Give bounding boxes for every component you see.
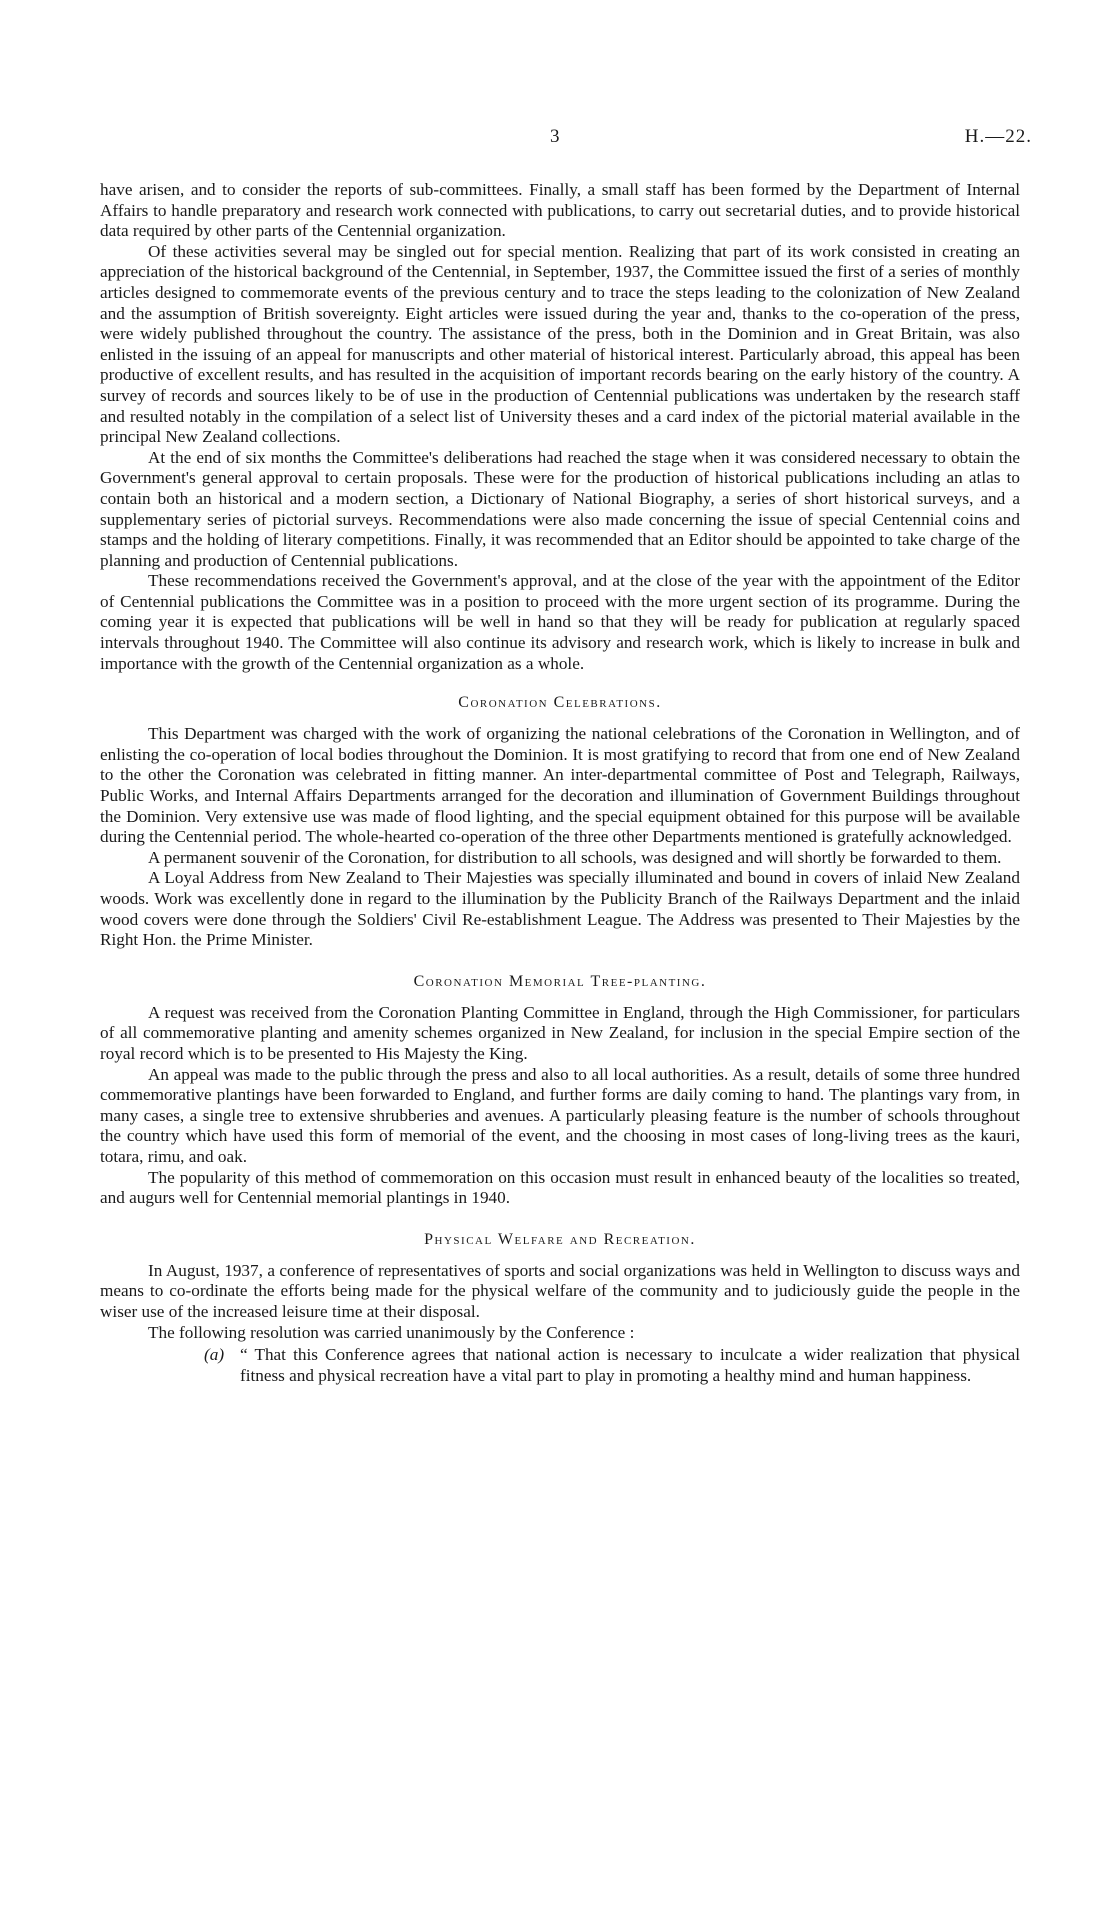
paragraph: The following resolution was carried unanimously by the Conference : [148,1322,635,1342]
list-marker: (a) [204,1345,225,1365]
paragraph: In August, 1937, a conference of representatives of sports and social organizations was held in Wellington to discuss ways and means to co-ordinate the efforts being made for the physical welfare of the community and to judiciously guide the people in the wiser use of the increased leisure time at their disposal. [100,1260,1020,1321]
paragraph: At the end of six months the Committee's deliberations had reached the stage when it was considered necessary to obtain the Government's general approval to certain proposals. These were for the production of historical publications including an atlas to contain both an historical and a modern section, a Dictionary of National Biography, a series of short historical surveys, and a supplementary series of pictorial surveys. Recommendations were also made concerning the issue of special Centennial coins and stamps and the holding of literary competitions. Finally, it was recommended that an Editor should be appointed to take charge of the planning and production of Centennial publications. [100,447,1020,570]
section-heading-tree-planting: Coronation Memorial Tree-planting. [413,972,707,990]
paragraph: have arisen, and to consider the reports of sub-committees. Finally, a small staff has been formed by the Department of Internal Affairs to handle preparatory and research work connected with publications, to carry out secretarial duties, and to provide historical data required by other parts of the Centennial organization. [100,180,1020,241]
document-body [100,180,1020,1386]
paragraph: This Department was charged with the work of organizing the national celebrations of the Coronation in Wellington, and of enlisting the co-operation of local bodies throughout the Dominion. It is most gratifying to record that from one end of New Zealand to the other the Coronation was celebrated in fitting manner. An inter-departmental committee of Post and Telegraph, Railways, Public Works, and Internal Affairs Departments arranged for the decoration and illumination of Government Buildings throughout the Dominion. Very extensive use was made of flood lighting, and the special equipment obtained for this purpose will be available during the Centennial period. The whole-hearted co-operation of the three other Departments mentioned is gratefully acknowledged. [100,724,1020,847]
paragraph: These recommendations received the Government's approval, and at the close of the year with the appointment of the Editor of Centennial publications the Committee was in a position to proceed with the more urgent section of its programme. During the coming year it is expected that publications will be well in hand so that they will be ready for publication at regularly spaced intervals throughout 1940. The Committee will also continue its advisory and research work, which is likely to increase in bulk and importance with the growth of the Centennial organization as a whole. [100,571,1020,673]
paragraph: Of these activities several may be singled out for special mention. Realizing that part of its work consisted in creating an appreciation of the historical background of the Centennial, in September, 1937, the Committee issued the first of a series of monthly articles designed to commemorate events of the previous century and to trace the steps leading to the colonization of New Zealand and the assumption of British sovereignty. Eight articles were issued during the year and, thanks to the co-operation of the press, were widely published throughout the country. The assistance of the press, both in the Dominion and in Great Britain, was also enlisted in the issuing of an appeal for manuscripts and other material of historical interest. Particularly abroad, this appeal has been productive of excellent results, and has resulted in the acquisition of important records bearing on the early history of the country. A survey of records and sources likely to be of use in the production of Centennial publications was undertaken by the research staff and resulted notably in the compilation of a select list of University theses and a card index of the pictorial material available in the principal New Zealand collections. [100,241,1020,447]
page-number: 3 [550,126,560,147]
section-heading-coronation: Coronation Celebrations. [458,694,662,712]
paragraph: A request was received from the Coronation Planting Committee in England, through the High Commissioner, for particulars of all commemorative planting and amenity schemes organized in New Zealand, for inclusion in the special Empire section of the royal record which is to be presented to His Majesty the King. [100,1002,1020,1063]
paragraph: A permanent souvenir of the Coronation, for distribution to all schools, was designed and will shortly be forwarded to them. [148,847,1002,867]
paragraph: A Loyal Address from New Zealand to Their Majesties was specially illuminated and bound in covers of inlaid New Zealand woods. Work was excellently done in regard to the illumination by the Publicity Branch of the Railways Department and the inlaid wood covers were done through the Soldiers' Civil Re-establishment League. The Address was presented to Their Majesties by the Right Hon. the Prime Minister. [100,868,1020,950]
resolution-item [100,1345,1020,1386]
paragraph: An appeal was made to the public through the press and also to all local authorities. As a result, details of some three hundred commemorative plantings have been forwarded to England, and further forms are daily coming to hand. The plantings vary from, in many cases, a single tree to extensive shrubberies and avenues. A particularly pleasing feature is the number of schools throughout the country which have used this form of memorial of the event, and the choosing in most cases of long-living trees as the kauri, totara, rimu, and oak. [100,1064,1020,1166]
resolution-text: “ That this Conference agrees that national action is necessary to inculcate a wider realization that physical fitness and physical recreation have a vital part to play in promoting a healthy mind and human happiness. [240,1345,1020,1385]
document-reference: H.—22. [964,126,1032,147]
section-heading-physical-welfare: Physical Welfare and Recreation. [424,1230,696,1248]
paragraph: The popularity of this method of commemoration on this occasion must result in enhanced beauty of the localities so treated, and augurs well for Centennial memorial plantings in 1940. [100,1167,1020,1208]
